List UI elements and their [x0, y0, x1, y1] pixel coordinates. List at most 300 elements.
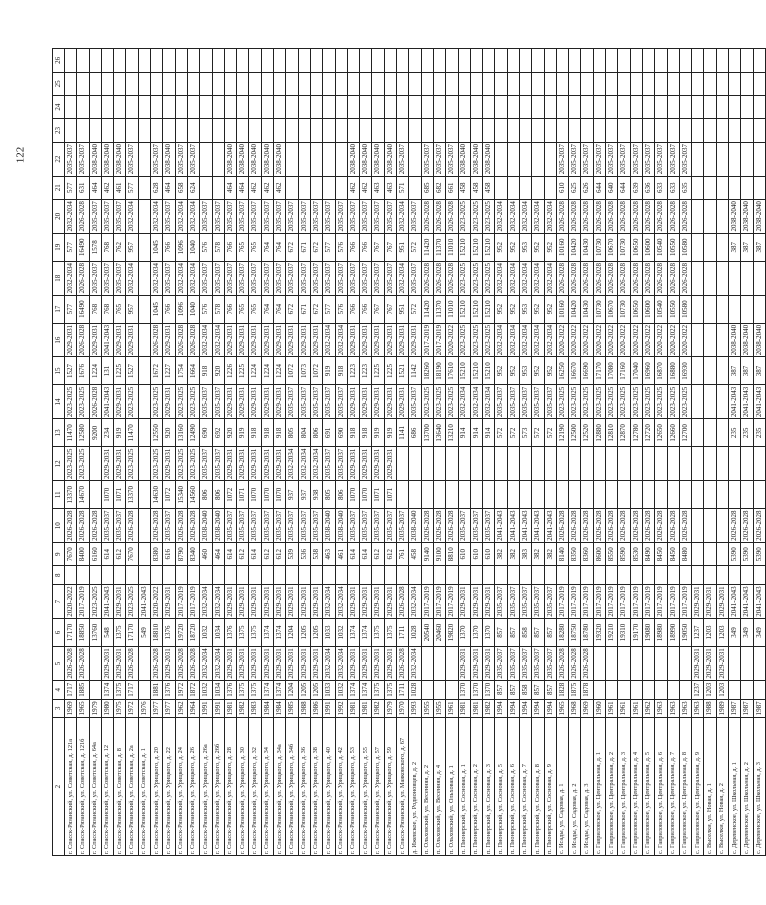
table-cell: 2035-2037 [151, 142, 163, 176]
table-cell [470, 481, 482, 509]
table-cell [692, 447, 704, 481]
table-cell [200, 119, 212, 142]
table-cell [716, 142, 728, 176]
table-cell [261, 566, 273, 585]
table-cell: 614 [224, 543, 236, 566]
table-cell: 1963 [692, 699, 704, 718]
table-cell: 1375 [114, 680, 126, 699]
table-cell [421, 72, 433, 95]
table-cell [729, 176, 741, 199]
table-cell: 2035-2037 [212, 261, 224, 295]
table-cell [544, 447, 556, 481]
table-cell: 2038-2040 [753, 199, 765, 233]
table-cell [114, 49, 126, 73]
table-cell [138, 419, 150, 447]
table-cell: 2023-2025 [593, 385, 605, 419]
table-cell [224, 95, 236, 118]
table-cell [458, 95, 470, 118]
table-cell: 1070 [101, 481, 113, 509]
table-cell: 2035-2037 [274, 261, 286, 295]
table-cell: 11010 [446, 295, 458, 323]
table-cell [470, 72, 482, 95]
table-cell [569, 447, 581, 481]
table-cell: 2017-2019 [175, 585, 187, 619]
table-cell: 11370 [433, 295, 445, 323]
table-cell: 2026-2028 [741, 509, 753, 543]
table-cell: 2023-2025 [556, 385, 568, 419]
table-cell [692, 176, 704, 199]
table-cell [532, 72, 544, 95]
table-cell [519, 72, 531, 95]
table-cell: 5390 [741, 543, 753, 566]
table-cell: 631 [77, 176, 89, 199]
table-cell: 2026-2028 [753, 509, 765, 543]
table-cell: 614 [249, 543, 261, 566]
table-cell: 957 [126, 295, 138, 323]
table-cell [729, 49, 741, 73]
table-cell: 2026-2028 [65, 509, 77, 543]
table-cell: 2035-2037 [630, 142, 642, 176]
table-cell: 2029-2031 [384, 585, 396, 619]
table-cell: 577 [323, 233, 335, 261]
table-cell: 15210 [483, 295, 495, 323]
table-cell: 1375 [114, 618, 126, 646]
table-cell: 2035-2037 [495, 385, 507, 419]
table-cell: 2029-2031 [286, 647, 298, 681]
table-cell: 2017-2019 [606, 585, 618, 619]
table-row [630, 49, 642, 856]
table-cell: 2029-2031 [298, 585, 310, 619]
table-cell: 2029-2031 [360, 323, 372, 357]
table-cell: 2029-2031 [237, 447, 249, 481]
table-cell: 2029-2031 [261, 585, 273, 619]
table-cell: 1961 [630, 699, 642, 718]
address-cell: г. Спасск-Рязанский, ул. Советская, д. 64а [89, 718, 101, 856]
column-number: 25 [53, 72, 65, 95]
table-cell: 2032-2034 [323, 323, 335, 357]
address-cell: с. Гавриловское, ул. Центральная, д. 5 [642, 718, 654, 856]
table-cell [593, 481, 605, 509]
table-cell: 2029-2031 [384, 447, 396, 481]
table-cell: 131 [101, 357, 113, 385]
table-cell [212, 176, 224, 199]
table-cell: 1676 [77, 357, 89, 385]
table-cell: 2029-2031 [360, 647, 372, 681]
table-cell: 1040 [187, 295, 199, 323]
table-cell: 2026-2028 [187, 323, 199, 357]
table-cell: 1962 [175, 699, 187, 718]
table-cell: 806 [310, 419, 322, 447]
table-cell: 8790 [175, 543, 187, 566]
table-cell: 1979 [89, 699, 101, 718]
table-cell [716, 261, 728, 295]
table-cell [729, 295, 741, 323]
table-row [286, 49, 298, 856]
address-cell: с. Гавриловское, ул. Центральная, д. 1 [593, 718, 605, 856]
table-cell [470, 119, 482, 142]
table-cell [335, 119, 347, 142]
table-cell [532, 566, 544, 585]
table-cell: 2026-2028 [77, 199, 89, 233]
table-cell: 2038-2040 [274, 142, 286, 176]
table-cell: 18780 [581, 618, 593, 646]
table-cell: 768 [89, 295, 101, 323]
table-cell [630, 447, 642, 481]
table-cell: 2035-2037 [409, 199, 421, 233]
table-cell: 2035-2037 [89, 261, 101, 295]
page-number: 122 [14, 146, 26, 164]
table-cell: 2026-2028 [77, 323, 89, 357]
table-row [323, 49, 335, 856]
table-cell: 2029-2031 [716, 585, 728, 619]
table-cell: 2029-2031 [347, 585, 359, 619]
table-cell [507, 176, 519, 199]
table-cell: 2026-2028 [581, 509, 593, 543]
table-cell: 2038-2040 [261, 142, 273, 176]
table-row [753, 49, 765, 856]
table-cell: 2038-2040 [347, 142, 359, 176]
table-cell: 349 [729, 618, 741, 646]
table-cell: 2038-2040 [163, 142, 175, 176]
table-cell [716, 566, 728, 585]
table-cell [446, 119, 458, 142]
table-cell [89, 447, 101, 481]
table-cell: 2026-2028 [397, 585, 409, 619]
table-cell: 2029-2031 [114, 447, 126, 481]
table-cell [753, 49, 765, 73]
table-cell: 576 [200, 233, 212, 261]
table-cell: 952 [507, 233, 519, 261]
table-cell: 2038-2040 [114, 142, 126, 176]
table-cell [126, 72, 138, 95]
table-cell: 2035-2037 [224, 261, 236, 295]
table-cell: 16960 [642, 357, 654, 385]
table-row [274, 49, 286, 856]
table-cell: 12490 [187, 419, 199, 447]
table-cell: 2020-2022 [642, 323, 654, 357]
table-cell: 1370 [458, 618, 470, 646]
table-cell [470, 566, 482, 585]
table-cell: 2026-2028 [630, 261, 642, 295]
table-cell: 857 [507, 680, 519, 699]
table-cell: 690 [335, 419, 347, 447]
table-cell: 16490 [77, 295, 89, 323]
table-cell: 2029-2031 [384, 323, 396, 357]
address-cell: г. Спасск-Рязанский, ул. Урицкого, д. 22 [163, 718, 175, 856]
table-cell: 918 [335, 357, 347, 385]
table-cell: 2035-2037 [347, 261, 359, 295]
table-cell: 2032-2034 [544, 323, 556, 357]
table-cell: 10730 [618, 295, 630, 323]
table-cell [716, 72, 728, 95]
table-cell [224, 566, 236, 585]
table-cell [163, 49, 175, 73]
table-cell: 2038-2040 [89, 142, 101, 176]
table-cell [704, 72, 716, 95]
table-cell: 349 [741, 618, 753, 646]
table-cell [741, 176, 753, 199]
table-cell [138, 142, 150, 176]
table-cell [679, 680, 691, 699]
table-cell: 2020-2022 [630, 323, 642, 357]
table-cell [409, 447, 421, 481]
table-cell [212, 566, 224, 585]
table-cell [175, 49, 187, 73]
table-cell: 2032-2034 [532, 261, 544, 295]
table-cell: 16880 [667, 357, 679, 385]
table-cell: 1032 [200, 680, 212, 699]
table-cell: 2026-2028 [679, 261, 691, 295]
table-cell: 2038-2040 [224, 142, 236, 176]
table-cell: 951 [397, 295, 409, 323]
table-cell [237, 566, 249, 585]
table-cell: 1370 [483, 680, 495, 699]
column-number: 13 [53, 419, 65, 447]
table-cell [77, 566, 89, 585]
table-cell: 1993 [409, 699, 421, 718]
table-cell: 2032-2034 [519, 261, 531, 295]
table-row [151, 49, 163, 856]
table-cell: 1034 [212, 618, 224, 646]
table-cell [716, 323, 728, 357]
table-cell [704, 566, 716, 585]
table-cell [606, 680, 618, 699]
table-cell [101, 72, 113, 95]
table-row [163, 49, 175, 856]
table-cell: 2026-2028 [77, 509, 89, 543]
table-cell: 2032-2034 [495, 261, 507, 295]
table-cell [114, 72, 126, 95]
table-cell [716, 447, 728, 481]
table-cell: 2038-2040 [753, 323, 765, 357]
table-cell: 2038-2040 [729, 323, 741, 357]
table-cell [446, 680, 458, 699]
table-cell [483, 49, 495, 73]
table-cell: 16690 [581, 357, 593, 385]
table-cell: 1969 [65, 699, 77, 718]
table-cell: 628 [151, 176, 163, 199]
table-cell: 767 [372, 295, 384, 323]
table-cell [101, 566, 113, 585]
address-cell: п. Пионерский, ул. Сосновая, д. 7 [519, 718, 531, 856]
table-cell: 2032-2034 [507, 323, 519, 357]
table-cell: 7670 [65, 543, 77, 566]
table-cell: 1374 [101, 680, 113, 699]
table-cell: 804 [298, 419, 310, 447]
table-cell: 13640 [433, 419, 445, 447]
table-cell: 2032-2034 [519, 199, 531, 233]
table-row [704, 49, 716, 856]
table-row [581, 49, 593, 856]
table-cell: 2029-2031 [249, 585, 261, 619]
table-cell [642, 95, 654, 118]
table-cell: 610 [483, 543, 495, 566]
table-cell: 2029-2031 [274, 447, 286, 481]
table-cell: 8360 [581, 543, 593, 566]
table-cell: 671 [298, 233, 310, 261]
table-row [212, 49, 224, 856]
table-cell: 2035-2037 [495, 585, 507, 619]
table-cell: 2032-2034 [212, 647, 224, 681]
table-cell: 458 [483, 176, 495, 199]
table-cell: 1965 [77, 699, 89, 718]
table-cell: 2029-2031 [101, 647, 113, 681]
table-cell: 953 [519, 357, 531, 385]
table-cell: 2035-2037 [519, 385, 531, 419]
table-cell: 1975 [114, 699, 126, 718]
table-cell: 2035-2037 [384, 509, 396, 543]
table-cell: 1203 [716, 680, 728, 699]
table-cell [212, 95, 224, 118]
table-cell [593, 647, 605, 681]
table-cell [347, 566, 359, 585]
table-cell: 462 [274, 176, 286, 199]
address-cell: г. Спасск-Рязанский, ул. Урицкого, д. 32 [249, 718, 261, 856]
table-cell [729, 72, 741, 95]
table-cell: 19310 [618, 618, 630, 646]
address-cell: с. Гавриловское, ул. Центральная, д. 2 [606, 718, 618, 856]
table-cell [483, 95, 495, 118]
table-cell [138, 509, 150, 543]
table-cell [704, 323, 716, 357]
table-cell: 2035-2037 [544, 585, 556, 619]
table-cell [642, 49, 654, 73]
table-cell [286, 566, 298, 585]
table-cell [77, 49, 89, 73]
table-cell: 1376 [224, 618, 236, 646]
table-cell [519, 176, 531, 199]
table-cell: 2035-2037 [249, 261, 261, 295]
table-cell [298, 72, 310, 95]
table-cell: 858 [519, 680, 531, 699]
address-cell: г. Спасск-Рязанский, ул. Урицкого, д. 24 [175, 718, 187, 856]
table-cell: 2023-2025 [65, 385, 77, 419]
table-cell: 1370 [483, 618, 495, 646]
table-cell: 806 [335, 481, 347, 509]
table-cell [618, 95, 630, 118]
table-cell [667, 566, 679, 585]
address-cell: п. Пионерский, ул. Сосновая, д. 3 [483, 718, 495, 856]
table-row [77, 49, 89, 856]
table-cell: 2023-2025 [458, 261, 470, 295]
table-cell [704, 49, 716, 73]
table-cell: 2026-2028 [175, 323, 187, 357]
table-cell: 1028 [409, 618, 421, 646]
table-cell [200, 176, 212, 199]
table-cell [495, 142, 507, 176]
table-row [101, 49, 113, 856]
table-cell: 1986 [310, 699, 322, 718]
table-cell [187, 566, 199, 585]
table-cell: 2026-2028 [556, 199, 568, 233]
table-cell: 2035-2037 [101, 261, 113, 295]
table-cell: 2023-2025 [126, 447, 138, 481]
table-cell [716, 509, 728, 543]
table-cell: 1224 [274, 357, 286, 385]
table-cell [65, 72, 77, 95]
table-cell: 2035-2037 [532, 585, 544, 619]
table-cell [704, 119, 716, 142]
table-cell: 2032-2034 [409, 585, 421, 619]
table-cell: 1032 [335, 680, 347, 699]
table-cell [224, 119, 236, 142]
table-cell: 2035-2037 [310, 509, 322, 543]
table-cell: 762 [114, 233, 126, 261]
table-cell: 1375 [249, 680, 261, 699]
table-cell: 1204 [286, 618, 298, 646]
table-cell [347, 95, 359, 118]
table-cell: 2035-2037 [114, 199, 126, 233]
table-cell [483, 447, 495, 481]
table-cell [679, 119, 691, 142]
table-cell [261, 95, 273, 118]
table-cell: 17170 [126, 618, 138, 646]
address-cell: с. Исады, ул. Садовая, д. 2 [569, 718, 581, 856]
table-cell: 1070 [261, 481, 273, 509]
table-cell [495, 119, 507, 142]
table-cell: 1994 [544, 699, 556, 718]
table-row [138, 49, 150, 856]
table-cell [618, 72, 630, 95]
table-cell: 2032-2034 [532, 199, 544, 233]
table-cell: 12650 [655, 419, 667, 447]
table-row [716, 49, 728, 856]
table-cell: 937 [298, 481, 310, 509]
table-cell: 2023-2025 [569, 385, 581, 419]
table-cell [753, 481, 765, 509]
address-cell: г. Спасск-Рязанский, ул. Урицкого, д. 59 [384, 718, 396, 856]
table-cell: 571 [397, 176, 409, 199]
table-cell [519, 119, 531, 142]
table-cell [642, 680, 654, 699]
table-cell [212, 119, 224, 142]
table-cell: 765 [237, 233, 249, 261]
table-cell: 2035-2037 [372, 261, 384, 295]
table-cell [65, 95, 77, 118]
table-cell: 10540 [655, 295, 667, 323]
table-cell: 2026-2028 [606, 199, 618, 233]
table-cell: 2029-2031 [89, 323, 101, 357]
address-cell: с. Деревенское, ул. Школьная, д. 2 [741, 718, 753, 856]
table-row [126, 49, 138, 856]
table-cell: 1961 [446, 699, 458, 718]
table-cell: 2029-2031 [237, 323, 249, 357]
table-cell: 2029-2031 [114, 585, 126, 619]
address-cell: д. Ижевское, ул. Родионовцев, д. 2 [409, 718, 421, 856]
table-cell: 1205 [298, 618, 310, 646]
table-cell: 383 [519, 543, 531, 566]
table-cell [212, 142, 224, 176]
table-cell: 2038-2040 [249, 142, 261, 176]
table-cell: 9100 [433, 543, 445, 566]
table-cell [323, 176, 335, 199]
table-cell [593, 72, 605, 95]
table-cell: 1028 [409, 680, 421, 699]
table-cell: 2017-2019 [433, 585, 445, 619]
table-cell [753, 72, 765, 95]
table-cell [544, 95, 556, 118]
table-cell [286, 119, 298, 142]
column-number: 26 [53, 49, 65, 73]
table-cell: 2029-2031 [224, 585, 236, 619]
table-cell: 1972 [126, 699, 138, 718]
table-row [679, 49, 691, 856]
table-cell [274, 72, 286, 95]
table-cell: 2026-2028 [569, 261, 581, 295]
table-cell: 1981 [224, 699, 236, 718]
table-cell: 17170 [65, 618, 77, 646]
table-cell: 1375 [384, 618, 396, 646]
